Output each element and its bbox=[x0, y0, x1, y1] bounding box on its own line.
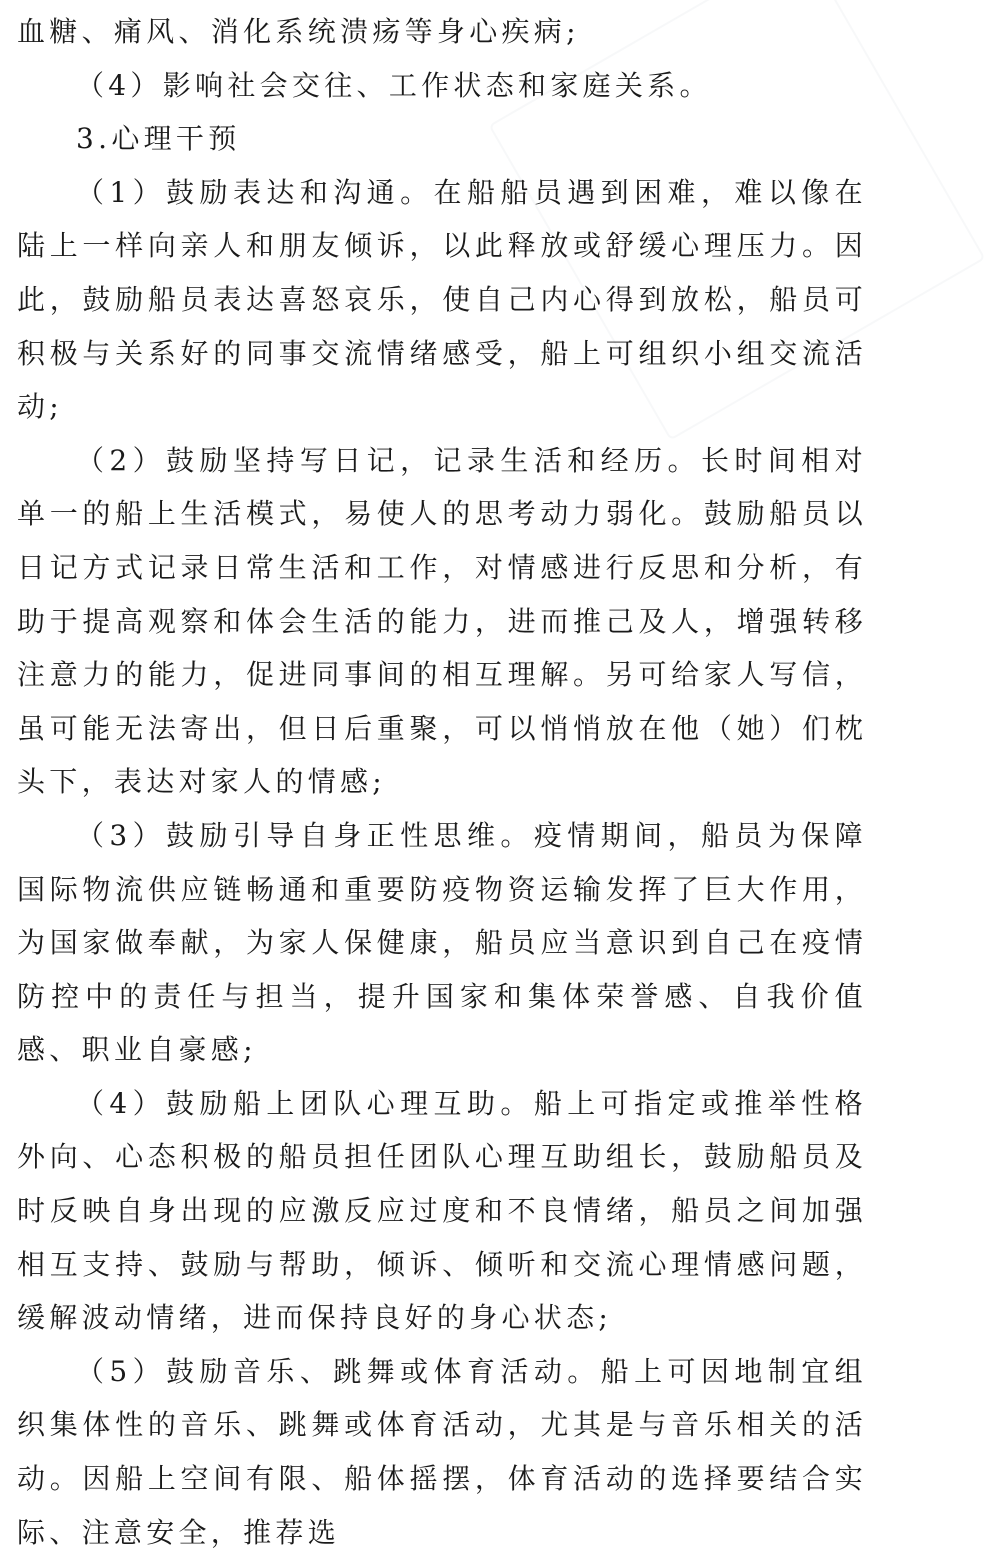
paragraph-item-1-expression: （1）鼓励表达和沟通。在船船员遇到困难，难以像在陆上一样向亲人和朋友倾诉，以此释放或舒缓心理压力。因此，鼓励船员表达喜怒哀乐，使自己内心得到放松，船员可积极与关系好的同事交流情绪感受，船上可组织小组交流活动; bbox=[17, 175, 867, 424]
paragraph-item-2-diary: （2）鼓励坚持写日记，记录生活和经历。长时间相对单一的船上生活模式，易使人的思考动力弱化。鼓励船员以日记方式记录日常生活和工作，对情感进行反思和分析，有助于提高观察和体会生活的能力，进而推己及人，增强转移注意力的能力，促进同事间的相互理解。另可给家人写信，虽可能无法寄出，但日后重聚，可以悄悄放在他（她）们枕头下，表达对家人的情感; bbox=[17, 443, 867, 799]
paragraph-item-4-team-support: （4）鼓励船上团队心理互助。船上可指定或推举性格外向、心态积极的船员担任团队心理互助组长，鼓励船员及时反映自身出现的应激反应过度和不良情绪，船员之间加强相互支持、鼓励与帮助，倾诉、倾听和交流心理情感问题，缓解波动情绪，进而保持良好的身心状态; bbox=[17, 1086, 867, 1335]
paragraph-item-3-positive-thinking: （3）鼓励引导自身正性思维。疫情期间，船员为保障国际物流供应链畅通和重要防疫物资运输发挥了巨大作用，为国家做奉献，为家人保健康，船员应当意识到自己在疫情防控中的责任与担当，提升国家和集体荣誉感、自我价值感、职业自豪感; bbox=[17, 818, 867, 1067]
paragraph-continuation: 血糖、痛风、消化系统溃疡等身心疾病; bbox=[17, 15, 580, 48]
document-body bbox=[17, 5, 867, 1559]
section-heading-psych-intervention: 3.心理干预 bbox=[76, 122, 241, 156]
paragraph-item-5-activities: （5）鼓励音乐、跳舞或体育活动。船上可因地制宜组织集体性的音乐、跳舞或体育活动，尤其是与音乐相关的活动。因船上空间有限、船体摇摆，体育活动的选择要结合实际、注意安全，推荐选 bbox=[17, 1354, 867, 1549]
paragraph-item-4-impact: （4）影响社会交往、工作状态和家庭关系。 bbox=[76, 68, 712, 102]
